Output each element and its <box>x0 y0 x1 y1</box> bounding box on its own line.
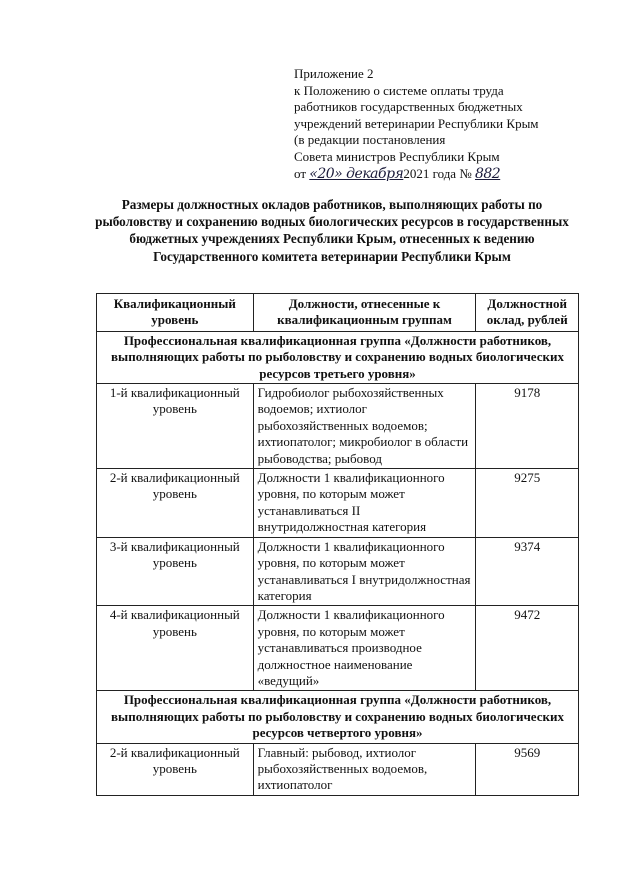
table-row <box>97 606 579 691</box>
level-cell: 2-й квалификационный уровень <box>97 743 254 795</box>
table-row <box>97 384 579 469</box>
salary-cell: 9275 <box>476 469 579 538</box>
salary-cell: 9374 <box>476 537 579 606</box>
level-cell: 1-й квалификационный уровень <box>97 384 254 469</box>
appendix-line: (в редакции постановления <box>294 132 446 148</box>
level-cell: 4-й квалификационный уровень <box>97 606 254 691</box>
column-header-level: Квалификационный уровень <box>97 294 254 332</box>
appendix-line: работников государственных бюджетных <box>294 99 523 115</box>
group-title: Профессиональная квалификационная группа «Должности работников, выполняющих работы по рыболовству и сохранению водных биологических ресурсов третьего уровня» <box>97 331 579 383</box>
positions-cell: Главный: рыбовод, ихтиолог рыбохозяйственных водоемов, ихтиопатолог <box>253 743 476 795</box>
level-cell: 3-й квалификационный уровень <box>97 537 254 606</box>
salary-cell: 9569 <box>476 743 579 795</box>
appendix-header <box>294 66 539 182</box>
table-row <box>97 469 579 538</box>
table-row <box>97 537 579 606</box>
table-header-row <box>97 294 579 332</box>
positions-cell: Должности 1 квалификационного уровня, по которым может устанавливаться I внутридолжностная категория <box>253 537 476 606</box>
positions-cell: Гидробиолог рыбохозяйственных водоемов; ихтиолог рыбохозяйственных водоемов; ихтиопатолог; микробиолог в области рыбоводства; рыбовод <box>253 384 476 469</box>
appendix-line: к Положению о системе оплаты труда <box>294 82 504 98</box>
document-title: Размеры должностных окладов работников, выполняющих работы по рыболовству и сохранению водных биологических ресурсов в государственных бюджетных учреждениях Республики Крым, отнесенных к ведению Государственного комитета ветеринарии Республики Крым <box>95 197 569 264</box>
column-header-salary: Должностной оклад, рублей <box>476 294 579 332</box>
handwritten-number: 882 <box>474 165 501 182</box>
salary-cell: 9178 <box>476 384 579 469</box>
salary-table <box>96 293 579 796</box>
group-row <box>97 331 579 383</box>
appendix-line: учреждений ветеринарии Республики Крым <box>294 115 539 131</box>
positions-cell: Должности 1 квалификационного уровня, по которым может устанавливаться производное должностное наименование «ведущий» <box>253 606 476 691</box>
level-cell: 2-й квалификационный уровень <box>97 469 254 538</box>
table-row <box>97 743 579 795</box>
date-prefix: от <box>294 165 307 181</box>
salary-cell: 9472 <box>476 606 579 691</box>
column-header-positions: Должности, отнесенные к квалификационным группам <box>253 294 476 332</box>
date-year: 2021 года № <box>403 165 472 181</box>
handwritten-date: «20» декабря <box>309 165 404 182</box>
appendix-title: Приложение 2 <box>294 66 374 81</box>
appendix-line: Совета министров Республики Крым <box>294 148 500 164</box>
appendix-date-line <box>294 166 539 183</box>
group-row <box>97 691 579 743</box>
positions-cell: Должности 1 квалификационного уровня, по которым может устанавливаться II внутридолжностная категория <box>253 469 476 538</box>
group-title: Профессиональная квалификационная группа «Должности работников, выполняющих работы по рыболовству и сохранению водных биологических ресурсов четвертого уровня» <box>97 691 579 743</box>
